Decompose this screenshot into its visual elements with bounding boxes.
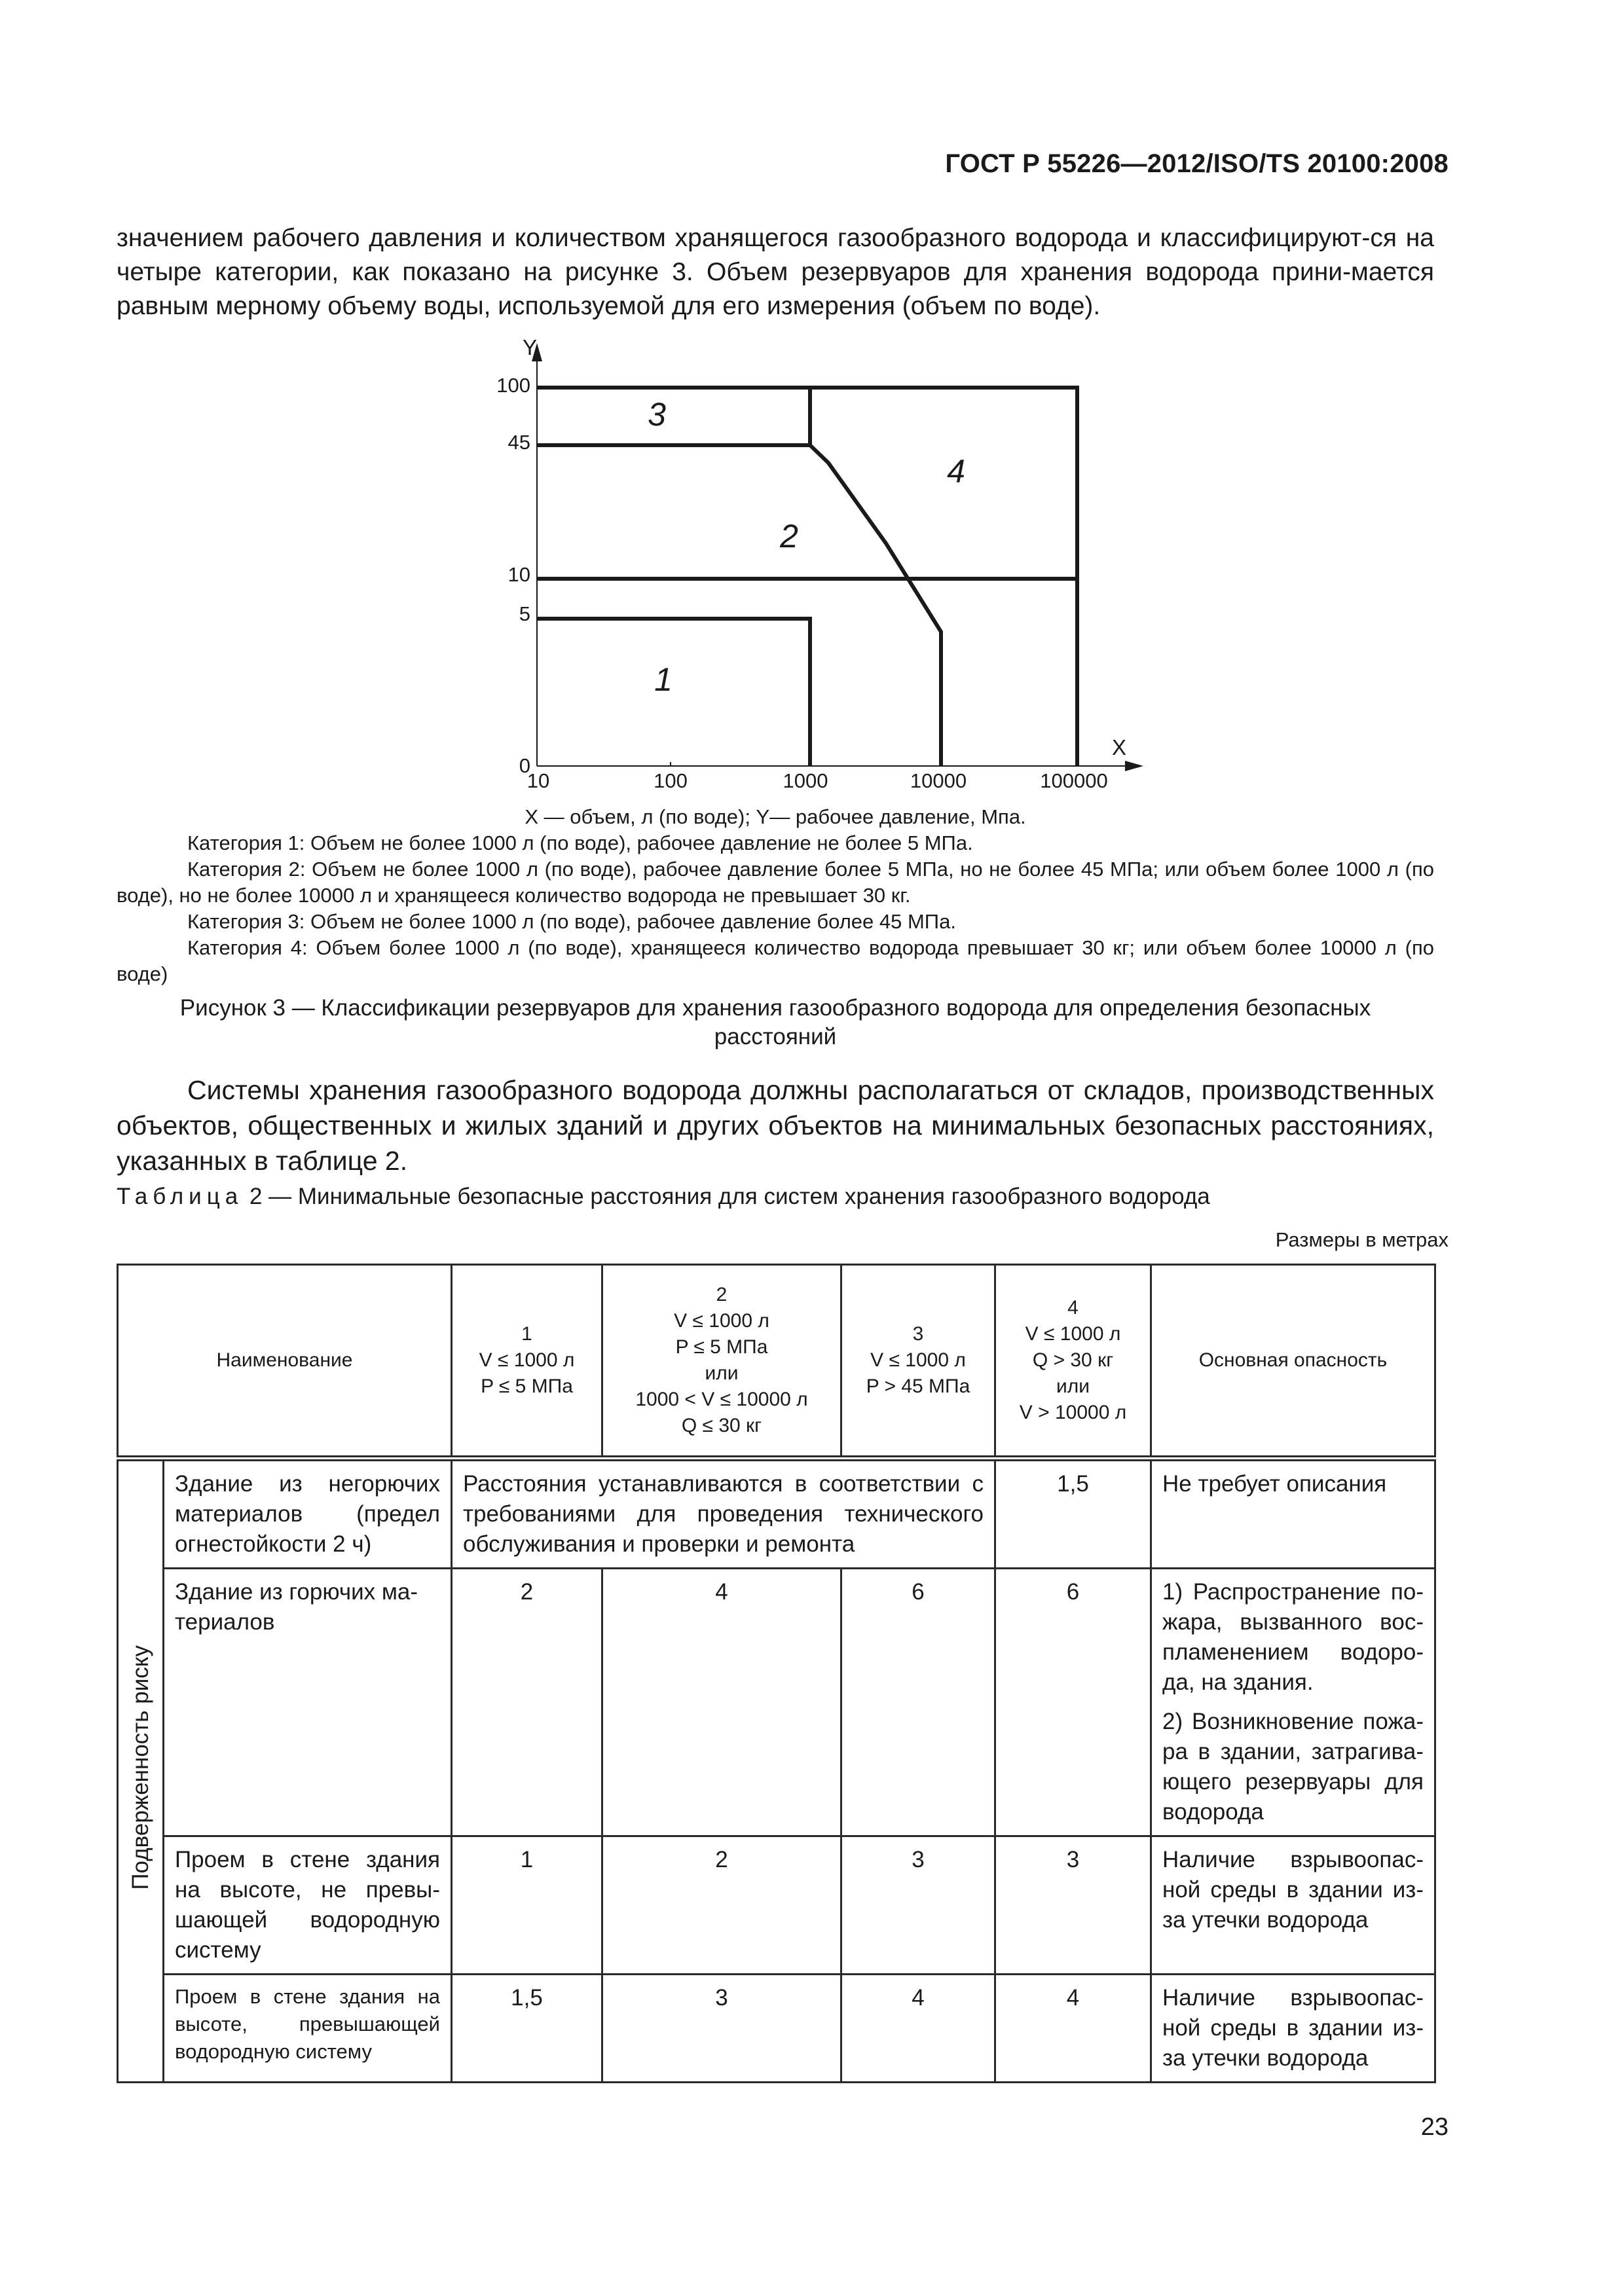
header-cat3-line: P > 45 МПа	[866, 1376, 970, 1397]
table-row	[118, 1975, 1435, 2083]
header-cat3-line: 3	[912, 1323, 924, 1345]
y-axis-letter: Y	[523, 335, 538, 359]
cell-cat1: 1,5	[452, 1975, 602, 2083]
header-cat4-line: V > 10000 л	[1019, 1402, 1127, 1423]
x-tick-label: 10	[526, 769, 550, 792]
cell-cat3: 6	[841, 1569, 995, 1836]
header-hazard: Основная опасность	[1151, 1265, 1435, 1459]
page-number: 23	[1420, 2113, 1449, 2141]
table-title-text: 2 — Минимальные безопасные расстояния для систем хранения газообразного водорода	[243, 1184, 1210, 1209]
header-cat4-line: или	[1056, 1376, 1090, 1397]
document-header: ГОСТ Р 55226—2012/ISO/TS 20100:2008	[945, 149, 1449, 178]
cell-cat2: 4	[602, 1569, 841, 1836]
header-cat4-line: V ≤ 1000 л	[1025, 1323, 1121, 1345]
row-name: Здание из негорючих материалов (предел огнестойкости 2 ч)	[164, 1459, 452, 1569]
header-category-1	[452, 1265, 602, 1459]
region-label-4: 4	[947, 453, 965, 490]
risk-group-cell	[118, 1459, 164, 2083]
header-category-2	[602, 1265, 841, 1459]
category-2-description: Категория 2: Объем не более 1000 л (по воде), рабочее давление более 5 МПа, но не более 45 МПа; или объем более 1000 л (по воде), но не более 10000 л и хранящееся количество водорода не превышает 30 кг.	[117, 858, 1434, 907]
table-row	[118, 1569, 1435, 1836]
merged-distance-note: Расстояния устанавливаются в соответствии с требованиями для проведения технического обслуживания и проверки и ремонта	[452, 1459, 995, 1569]
region-label-1: 1	[654, 661, 673, 698]
x-axis-arrow-icon	[1125, 761, 1143, 771]
body-paragraph: Системы хранения газообразного водорода должны располагаться от складов, производственных объектов, общественных и жилых зданий и других объектов на минимальных безопасных расстояниях, указанных в таблице 2.	[117, 1075, 1434, 1176]
region-label-2: 2	[780, 518, 798, 555]
hazard-cell: Не требует описания	[1151, 1459, 1435, 1569]
header-name: Наименование	[118, 1265, 452, 1459]
row-name: Здание из горючих ма-териалов	[164, 1569, 452, 1836]
cell-cat4: 3	[995, 1836, 1151, 1975]
table-title	[117, 1182, 1210, 1211]
header-cat2-line: 2	[716, 1284, 728, 1305]
row-name: Проем в стене здания на высоте, не превы-шающей водородную систему	[164, 1836, 452, 1975]
hazard-item: 1) Распространение по-жара, вызванного вос-пламенением водоро-да, на здания.	[1162, 1579, 1424, 1695]
y-tick-label: 5	[519, 602, 530, 625]
header-cat4-line: Q > 30 кг	[1032, 1349, 1114, 1371]
x-axis-letter: X	[1112, 735, 1127, 759]
cell-cat4: 6	[995, 1569, 1151, 1836]
header-cat2-line: P ≤ 5 МПа	[675, 1336, 768, 1358]
table-units-note: Размеры в метрах	[1275, 1228, 1449, 1251]
hazard-cell: Наличие взрывоопас-ной среды в здании из-за утечки водорода	[1151, 1836, 1435, 1975]
axes-description: X — объем, л (по воде); Y— рабочее давление, Мпа.	[525, 805, 1026, 828]
table-row	[118, 1836, 1435, 1975]
header-cat1-line: V ≤ 1000 л	[479, 1349, 575, 1371]
row-name: Проем в стене здания на высоте, превышающей водородную систему	[164, 1975, 452, 2083]
header-cat1-line: P ≤ 5 МПа	[481, 1376, 573, 1397]
figure-legend	[117, 804, 1434, 987]
intro-paragraph: значением рабочего давления и количеством хранящегося газообразного водорода и классифицируют-ся на четыре категории, как показано на рисунке 3. Объем резервуаров для хранения водорода прини-мается равным мерному объему воды, используемой для его измерения (объем по воде).	[117, 224, 1434, 320]
table-title-word: Таблица	[117, 1184, 244, 1209]
cell-cat1: 2	[452, 1569, 602, 1836]
category-diagram-svg	[458, 334, 1153, 805]
header-category-4	[995, 1265, 1151, 1459]
cell-cat2: 2	[602, 1836, 841, 1975]
hazard-cell	[1151, 1569, 1435, 1836]
x-tick-label: 100000	[1040, 769, 1108, 792]
figure-caption: Рисунок 3 — Классификации резервуаров для хранения газообразного водорода для определения безопасных расстояний	[179, 995, 1371, 1049]
cell-cat1: 1	[452, 1836, 602, 1975]
region-label-3: 3	[648, 396, 666, 433]
x-tick-label: 100	[654, 769, 688, 792]
boundary-line-category-4	[810, 445, 941, 766]
y-tick-label: 100	[496, 374, 530, 397]
x-tick-label: 10000	[910, 769, 967, 792]
category-3-description: Категория 3: Объем не более 1000 л (по воде), рабочее давление более 45 МПа.	[187, 910, 956, 933]
y-tick-label: 0	[519, 754, 530, 777]
hazard-item: 2) Возникновение пожа-ра в здании, затрагива-ющего резервуары для водорода	[1162, 1709, 1424, 1825]
boundary-line-category-3	[537, 388, 810, 445]
boundary-line-category-1	[537, 619, 810, 766]
cell-cat3: 4	[841, 1975, 995, 2083]
header-cat2-line: Q ≤ 30 кг	[681, 1415, 762, 1436]
table-header-row	[118, 1265, 1435, 1459]
header-category-3	[841, 1265, 995, 1459]
header-cat1-line: 1	[521, 1323, 532, 1345]
cell-cat2: 3	[602, 1975, 841, 2083]
risk-group-label: Подверженность риску	[127, 1645, 153, 1890]
header-cat2-line: 1000 < V ≤ 10000 л	[635, 1389, 808, 1410]
safety-distances-table	[117, 1264, 1436, 2083]
category-1-description: Категория 1: Объем не более 1000 л (по воде), рабочее давление не более 5 МПа.	[187, 831, 973, 854]
category-4-description: Категория 4: Объем более 1000 л (по воде), хранящееся количество водорода превышает 30 кг; или объем более 10000 л (по воде)	[117, 936, 1434, 985]
header-cat4-line: 4	[1067, 1297, 1079, 1319]
cell-cat3: 3	[841, 1836, 995, 1975]
hazard-cell: Наличие взрывоопас-ной среды в здании из-за утечки водорода	[1151, 1975, 1435, 2083]
header-cat3-line: V ≤ 1000 л	[870, 1349, 966, 1371]
header-cat2-line: или	[705, 1362, 739, 1384]
cell-cat4: 1,5	[995, 1459, 1151, 1569]
y-tick-label: 45	[507, 431, 530, 454]
category-diagram	[458, 334, 1153, 805]
header-cat2-line: V ≤ 1000 л	[674, 1310, 769, 1332]
y-tick-label: 10	[507, 563, 530, 586]
table-row	[118, 1459, 1435, 1569]
cell-cat4: 4	[995, 1975, 1151, 2083]
x-tick-label: 1000	[783, 769, 828, 792]
